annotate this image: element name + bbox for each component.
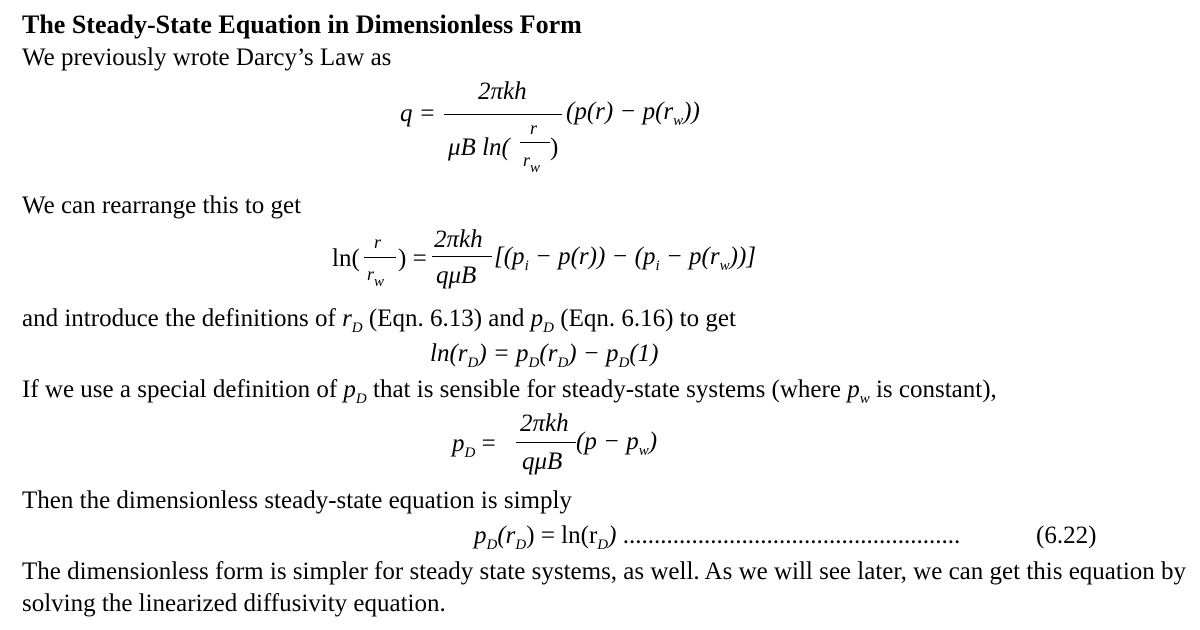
eq2-rhs: $[(p_i - p(r)) - (p_i - p(r_w))]$: [494, 243, 757, 274]
eq2-numerator: 2πkh: [434, 226, 483, 253]
eq2-denominator: qμB: [436, 262, 477, 289]
paragraph-definitions: and introduce the definitions of $r_D$ (Eqn. 6.13) and $p_D$ (Eqn. 6.16) to get: [22, 305, 736, 336]
eq4-denominator: qμB: [522, 448, 563, 475]
paragraph-darcy-intro: We previously wrote Darcy’s Law as: [22, 44, 392, 71]
equation-label: (6.22): [1036, 522, 1097, 549]
eq1-inner-denominator: $r_w$: [523, 150, 541, 176]
eq1-inner-fraction-bar: [520, 142, 550, 143]
eq1-numerator: 2πkh: [478, 78, 527, 105]
eq2-close-equals: ) =: [398, 245, 427, 272]
eq1-rhs: $(p(r) - p(r_w))$: [566, 98, 700, 129]
eq1-lhs: q =: [400, 100, 436, 127]
eq4-lhs: $p_D$ =: [452, 430, 496, 461]
paragraph-simpler: The dimensionless form is simpler for steady state systems, as well. As we will see later, we can get this equation by: [22, 558, 1187, 585]
eq2-fraction-bar: [432, 256, 492, 257]
eq4-numerator: 2πkh: [520, 410, 569, 437]
eq1-denominator-lead: μB ln(: [448, 134, 510, 161]
eq1-denominator-close: ): [550, 134, 559, 161]
eq2-inner-fraction-bar: [364, 257, 396, 258]
eq1-inner-numerator: r: [530, 118, 538, 138]
eq2-frac-numerator: r: [374, 232, 382, 252]
equation-log-definition: $\ln(r_D) = p_D(r_D) - p_D(1)$: [430, 340, 659, 371]
paragraph-special-definition: If we use a special definition of $p_D$ that is sensible for steady-state systems (where $p_w$ is constant),: [22, 376, 997, 407]
section-title: The Steady-State Equation in Dimensionless Form: [22, 10, 582, 39]
eq4-rhs: $(p - p_w)$: [576, 428, 658, 459]
paragraph-diffusivity: solving the linearized diffusivity equation.: [22, 590, 446, 617]
eq1-fraction-bar: [444, 114, 562, 115]
eq2-ln: ln(: [332, 245, 360, 272]
eq2-frac-denominator: $r_w$: [367, 264, 385, 290]
eq4-fraction-bar: [516, 442, 576, 443]
equation-6-22: $p_D(r_D) = \ln(r_D)$ ......................................................: [474, 522, 961, 553]
paragraph-rearrange: We can rearrange this to get: [22, 192, 302, 219]
paragraph-then: Then the dimensionless steady-state equation is simply: [22, 487, 572, 514]
